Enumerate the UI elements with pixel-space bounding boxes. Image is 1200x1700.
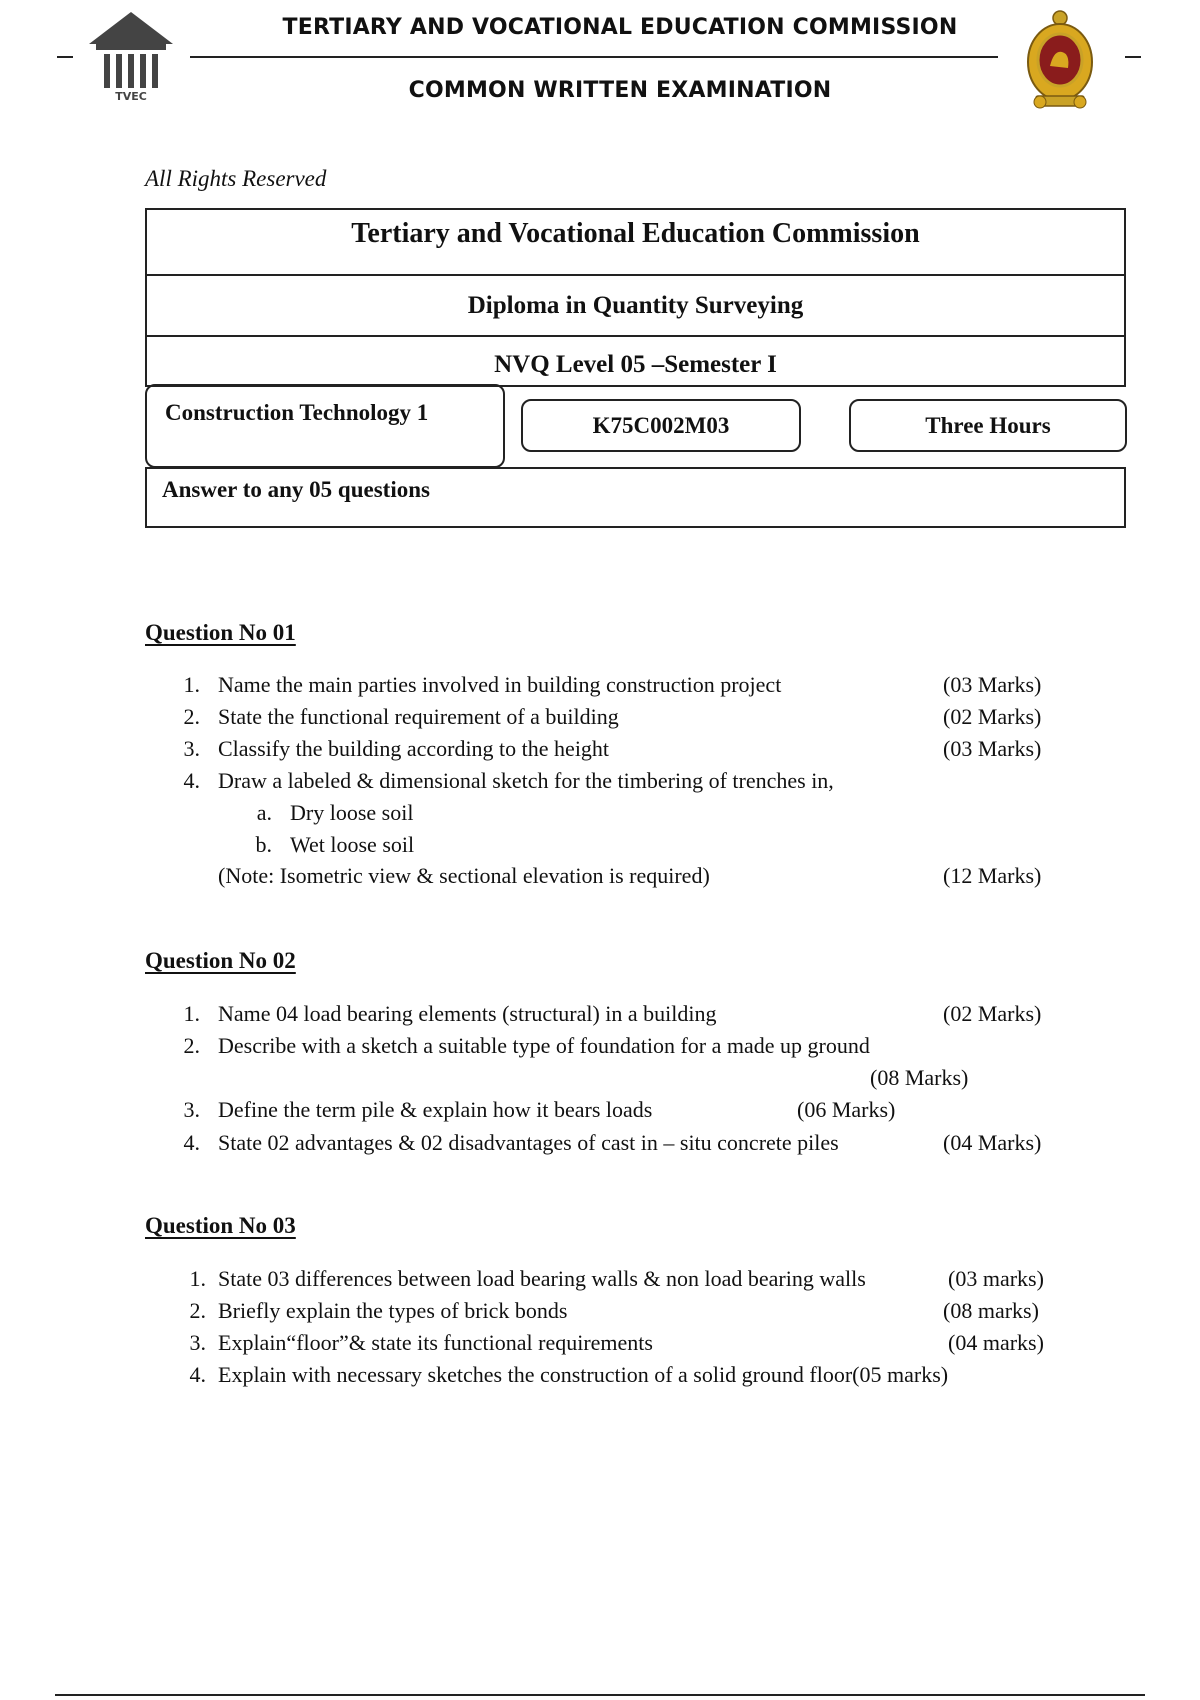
q1-item-3-marks: (03 Marks): [943, 736, 1042, 761]
q2-item-4-marks: (04 Marks): [943, 1130, 1042, 1155]
header-right-dash: [1125, 56, 1141, 58]
q2-item-1-num: 1.: [183, 1001, 200, 1026]
q1-item-1-text: Name the main parties involved in building construction project: [218, 672, 782, 697]
q2-item-3-num: 3.: [183, 1097, 200, 1122]
header-exam-title: COMMON WRITTEN EXAMINATION: [408, 78, 832, 103]
q3-item-1-text: State 03 differences between load bearing walls & non load bearing walls: [218, 1266, 866, 1291]
question-01-heading: Question No 01: [145, 620, 296, 645]
q2-item-4-text: State 02 advantages & 02 disadvantages of cast in – situ concrete piles: [218, 1130, 839, 1155]
q2-item-2-marks: (08 Marks): [870, 1065, 969, 1090]
q2-item-3-text: Define the term pile & explain how it bears loads: [218, 1097, 653, 1122]
q2-item-1-text: Name 04 load bearing elements (structural) in a building: [218, 1001, 717, 1026]
footer-rule: [55, 1694, 1145, 1696]
header-org-title: TERTIARY AND VOCATIONAL EDUCATION COMMISSION: [282, 15, 958, 40]
q1-sub-a-num: a.: [256, 800, 272, 825]
q1-item-1-num: 1.: [183, 672, 200, 697]
q2-item-4-num: 4.: [183, 1130, 200, 1155]
tvec-logo-text: TVEC: [115, 90, 147, 102]
course-title: Diploma in Quantity Surveying: [467, 291, 804, 319]
question-03-heading: Question No 03: [145, 1213, 296, 1238]
code-box: [521, 399, 801, 452]
org-title: Tertiary and Vocational Education Commission: [351, 218, 920, 249]
instruction-text: Answer to any 05 questions: [162, 477, 430, 502]
q3-item-1-num: 1.: [189, 1266, 206, 1291]
subject-name: Construction Technology 1: [165, 400, 429, 425]
q3-item-2-num: 2.: [189, 1298, 206, 1323]
q1-item-3-text: Classify the building according to the height: [218, 736, 610, 761]
rights-notice: All Rights Reserved: [145, 166, 327, 191]
q1-item-4-text: Draw a labeled & dimensional sketch for the timbering of trenches in,: [218, 768, 834, 793]
q2-item-3-marks: (06 Marks): [797, 1097, 896, 1122]
q1-sub-b-text: Wet loose soil: [290, 832, 415, 857]
q1-sub-b-num: b.: [255, 832, 272, 857]
q1-sub-a-text: Dry loose soil: [290, 800, 414, 825]
q3-item-1-marks: (03 marks): [948, 1266, 1044, 1291]
subject-box: [145, 384, 505, 468]
org-title-cell: [145, 208, 1126, 276]
q1-note: (Note: Isometric view & sectional elevation is required): [218, 863, 710, 888]
course-cell: [145, 274, 1126, 337]
q3-item-3-text: Explain“floor”& state its functional requirements: [218, 1330, 653, 1355]
sri-lanka-emblem: [1024, 10, 1096, 110]
duration-box: [849, 399, 1127, 452]
tvec-logo: [86, 10, 176, 102]
q3-item-2-text: Briefly explain the types of brick bonds: [218, 1298, 568, 1323]
q1-item-2-marks: (02 Marks): [943, 704, 1042, 729]
q2-item-1-marks: (02 Marks): [943, 1001, 1042, 1026]
q3-item-4-num: 4.: [189, 1362, 206, 1387]
q2-item-2-text: Describe with a sketch a suitable type of foundation for a made up ground: [218, 1033, 870, 1058]
level-cell: [145, 335, 1126, 387]
header-rule: [190, 56, 998, 58]
q2-item-2-num: 2.: [183, 1033, 200, 1058]
q1-note-marks: (12 Marks): [943, 863, 1042, 888]
q3-item-2-marks: (08 marks): [943, 1298, 1039, 1323]
q3-item-3-marks: (04 marks): [948, 1330, 1044, 1355]
exam-duration: Three Hours: [925, 412, 1051, 438]
course-code: K75C002M03: [592, 412, 730, 438]
q3-item-4-text: Explain with necessary sketches the construction of a solid ground floor(05 marks): [218, 1362, 949, 1387]
q1-item-2-text: State the functional requirement of a building: [218, 704, 619, 729]
instruction-cell: [145, 467, 1126, 528]
q1-item-2-num: 2.: [183, 704, 200, 729]
q1-item-3-num: 3.: [183, 736, 200, 761]
q3-item-3-num: 3.: [189, 1330, 206, 1355]
q1-item-1-marks: (03 Marks): [943, 672, 1042, 697]
level-title: NVQ Level 05 –Semester I: [494, 351, 777, 378]
q1-item-4-num: 4.: [183, 768, 200, 793]
header-left-dash: [57, 56, 73, 58]
question-02-heading: Question No 02: [145, 948, 296, 973]
